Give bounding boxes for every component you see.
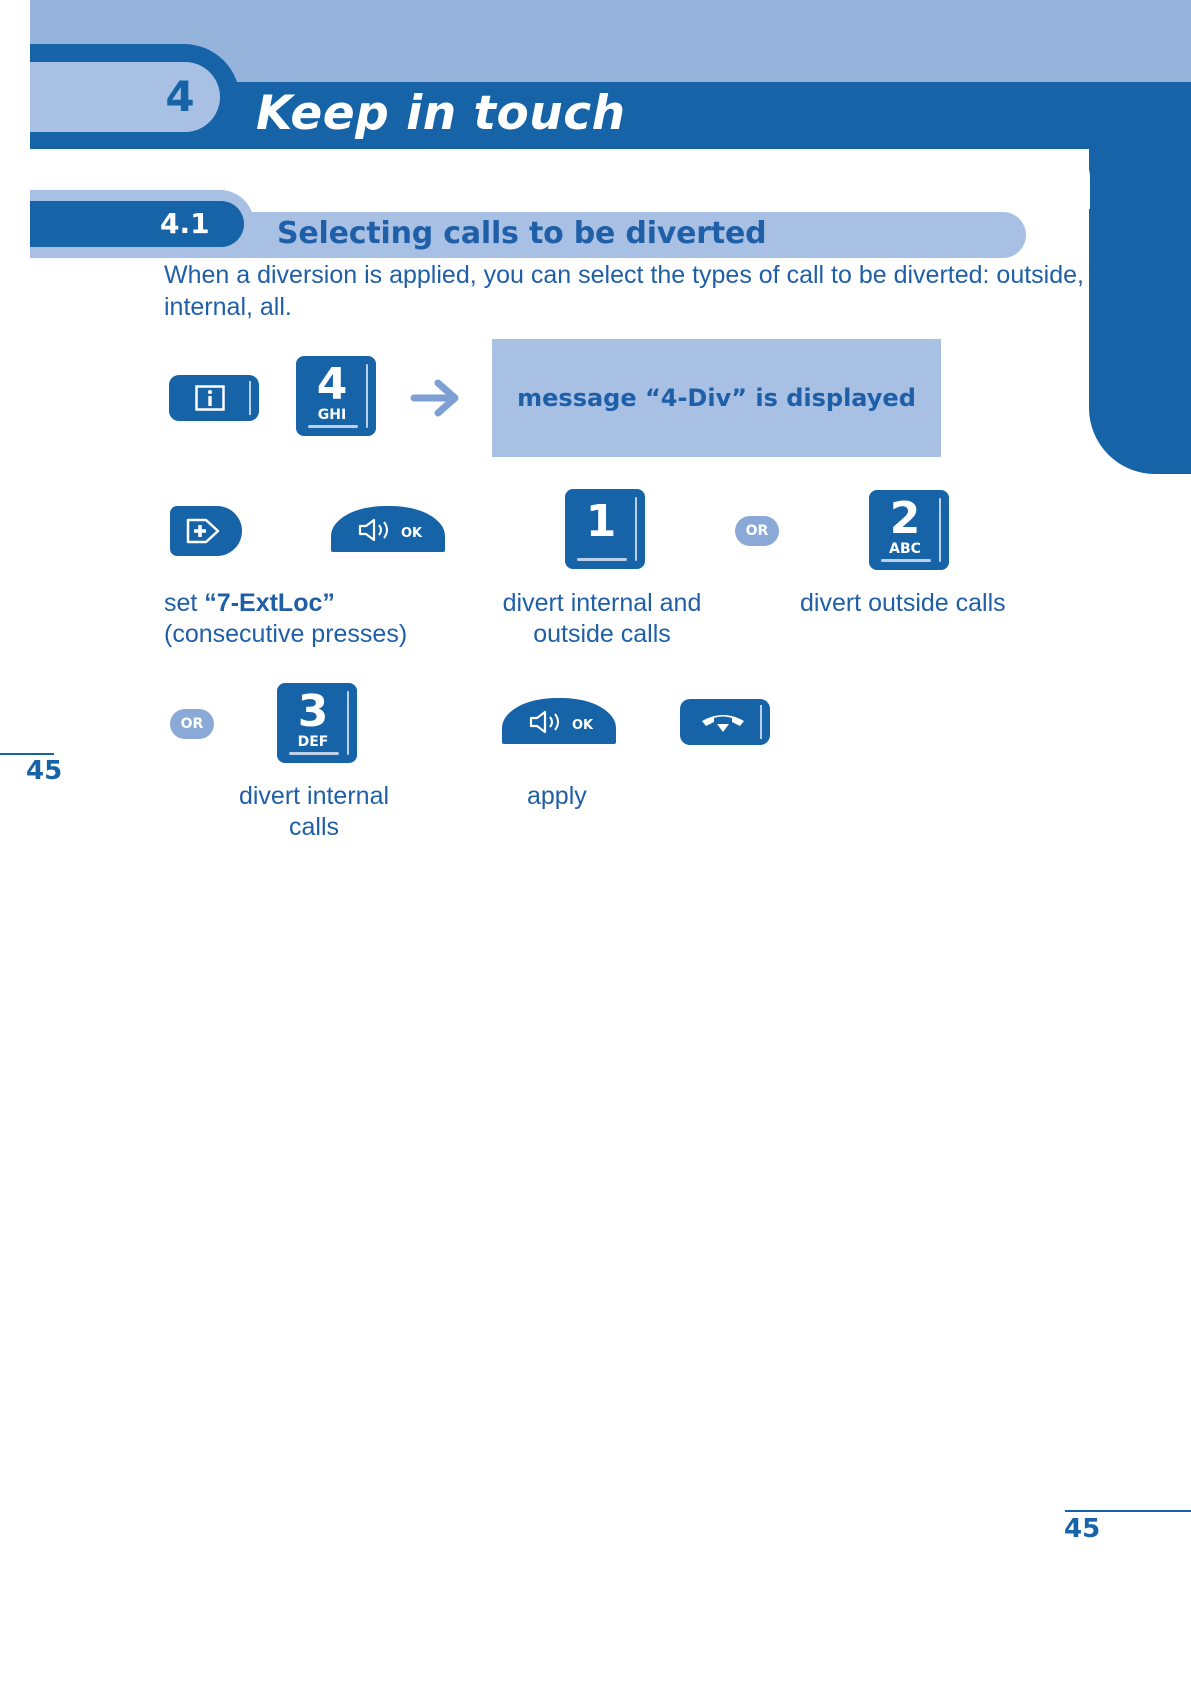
caption-set-suffix: (consecutive presses) <box>164 620 408 648</box>
speaker-icon <box>528 710 576 734</box>
side-band <box>1089 149 1191 474</box>
page-rule-right <box>1065 1510 1191 1512</box>
caption-set-extloc <box>164 588 407 650</box>
or-badge-2: OR <box>170 709 214 739</box>
key-2-digit: 2 <box>889 493 921 544</box>
key-4[interactable] <box>296 356 376 436</box>
content-corner <box>1030 149 1090 209</box>
caption-set-prefix: set <box>164 589 205 617</box>
intro-text: When a diversion is applied, you can select the types of call to be diverted: outside, internal, all. <box>164 261 1084 321</box>
caption-internal-outside-line2: outside calls <box>533 620 671 648</box>
caption-apply: apply <box>527 782 587 810</box>
key-3-letters: DEF <box>297 734 329 750</box>
section-number-chip <box>30 201 244 247</box>
ok-label-2: OK <box>572 718 594 733</box>
forward-key[interactable] <box>170 506 242 556</box>
key-2-letters: ABC <box>889 541 921 557</box>
caption-internal-line2: calls <box>288 813 339 841</box>
add-forward-icon <box>186 518 220 544</box>
key-1-digit: 1 <box>585 496 617 547</box>
hang-up-icon <box>698 707 748 737</box>
key-1[interactable] <box>565 489 645 569</box>
caption-internal <box>214 781 414 843</box>
section-number: 4.1 <box>160 207 210 240</box>
chapter-title: Keep in touch <box>256 86 626 141</box>
speaker-ok-key[interactable] <box>331 506 445 552</box>
chapter-number: 4 <box>165 72 195 121</box>
caption-internal-outside <box>480 588 724 650</box>
page-rule-left <box>0 753 54 755</box>
key-4-digit: 4 <box>316 359 348 410</box>
info-icon <box>195 385 225 411</box>
page-number-right: 45 <box>1064 1514 1101 1544</box>
hang-up-key[interactable] <box>680 699 770 745</box>
caption-outside: divert outside calls <box>800 589 1006 617</box>
arrow-right-icon <box>410 378 462 418</box>
speaker-icon <box>357 518 405 542</box>
section-title: Selecting calls to be diverted <box>277 216 767 251</box>
key-3[interactable] <box>277 683 357 763</box>
caption-internal-line1: divert internal <box>238 782 390 810</box>
key-4-letters: GHI <box>317 407 347 423</box>
info-key[interactable] <box>169 375 259 421</box>
key-2[interactable] <box>869 490 949 570</box>
speaker-ok-key-2[interactable] <box>502 698 616 744</box>
caption-set-value: “7-ExtLoc” <box>204 589 335 617</box>
ok-label: OK <box>401 526 423 541</box>
caption-internal-outside-line1: divert internal and <box>502 589 702 617</box>
page-number-left: 45 <box>26 756 63 786</box>
or-badge: OR <box>735 516 779 546</box>
key-3-digit: 3 <box>297 686 329 737</box>
display-message: message “4-Div” is displayed <box>517 384 916 412</box>
